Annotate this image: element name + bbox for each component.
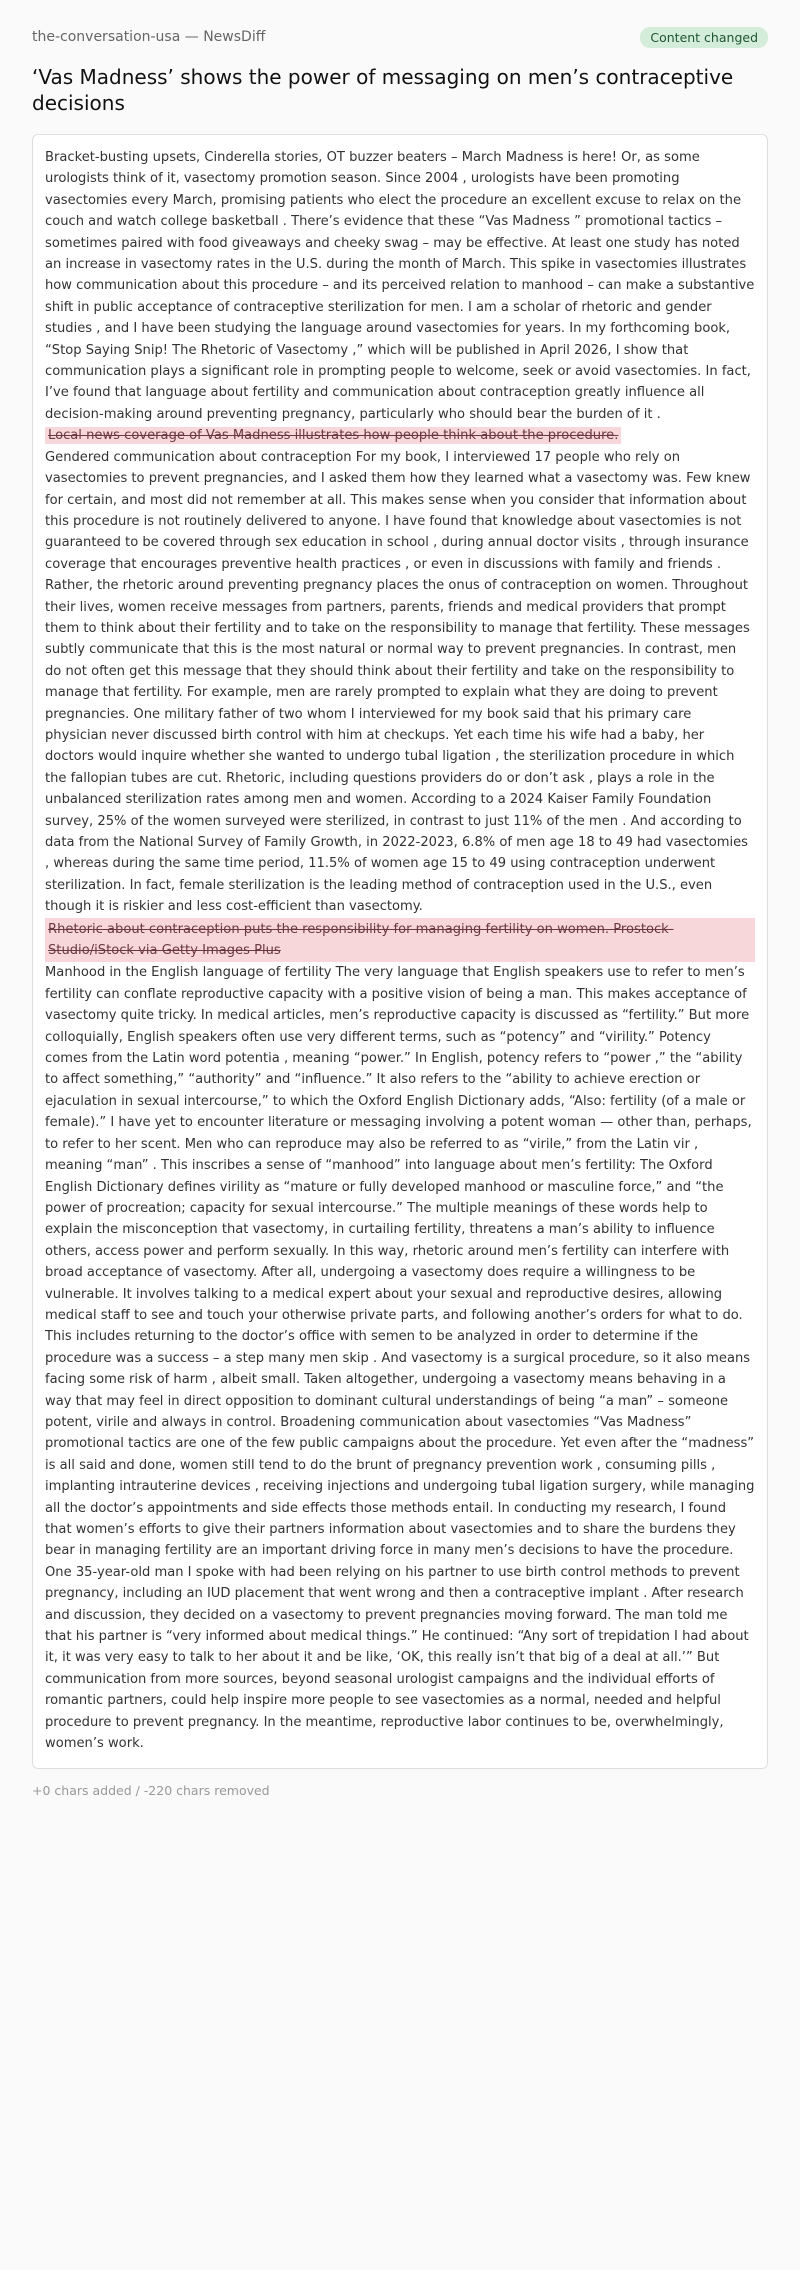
site-label: the-conversation-usa — NewsDiff (32, 29, 266, 45)
removed-text: Local news coverage of Vas Madness illustrates how people think about the procedure. (45, 427, 621, 444)
page-title: ‘Vas Madness’ shows the power of messaging on men’s contraceptive decisions (32, 65, 734, 115)
article-paragraph: Manhood in the English language of fertility The very language that English speakers use to refer to men’s fertility can conflate reproductive capacity with a positive vision of being a man. This makes acceptance of vasectomy quite tricky. In medical articles, men’s reproductive capacity is discussed as “fertility.” But more colloquially, English speakers often use very different terms, such as “potency” and “virility.” Potency comes from the Latin word potentia , meaning “power.” In English, potency refers to “power ,” the “ability to affect something,” “authority” and “influence.” It also refers to the “ability to achieve erection or ejaculation in sexual intercourse,” to which the Oxford English Dictionary adds, “Also: fertility (of a male or female).” I have yet to encounter literature or messaging involving a potent woman — other than, perhaps, to refer to her scent. Men who can reproduce may also be referred to as “virile,” from the Latin vir , meaning “man” . This inscribes a sense of “manhood” into language about men’s fertility: The Oxford English Dictionary defines virility as “mature or fully developed manhood or masculine force,” and “the power of procreation; capacity for sexual intercourse.” The multiple meanings of these words help to explain the misconception that vasectomy, in curtailing fertility, threatens a man’s ability to influence others, access power and perform sexually. In this way, rhetoric around men’s fertility can interfere with broad acceptance of vasectomy. After all, undergoing a vasectomy does require a willingness to be vulnerable. It involves talking to a medical expert about your sexual and reproductive desires, allowing medical staff to see and touch your otherwise private parts, and following another’s orders for what to do. This includes returning to the doctor’s office with semen to be analyzed in order to determine if the procedure was a success – a step many men skip . And vasectomy is a surgical procedure, so it also means facing some risk of harm , albeit small. Taken altogether, undergoing a vasectomy means behaving in a way that may feel in direct opposition to dominant cultural understandings of being “a man” – someone potent, virile and always in control. Broadening communication about vasectomies “Vas Madness” promotional tactics are one of the few public campaigns about the procedure. Yet even after the “madness” is all said and done, women still tend to do the brunt of pregnancy prevention work , consuming pills , implanting intrauterine devices , receiving injections and undergoing tubal ligation surgery, while managing all the doctor’s appointments and side effects those methods entail. In conducting my research, I found that women’s efforts to give their partners information about vasectomies and to share the burdens they bear in managing fertility are an important driving force in many men’s decisions to have the procedure. One 35-year-old man I spoke with had been relying on his partner to use birth control methods to prevent pregnancy, including an IUD placement that went wrong and then a contraceptive implant . After research and discussion, they decided on a vasectomy to prevent pregnancies moving forward. The man told me that his partner is “very informed about medical things.” He continued: “Any sort of trepidation I had about it, it was very easy to talk to her about it and be like, ‘OK, this really isn’t that big of a deal at all.’” But communication from more sources, beyond seasonal urologist campaigns and the individual efforts of romantic partners, could help inspire more people to see vasectomies as a normal, needed and helpful procedure to prevent pregnancy. In the meantime, reproductive labor continues to be, overwhelmingly, women’s work. (45, 965, 755, 1752)
page (32, 0, 768, 1798)
top-bar (32, 26, 768, 48)
article-paragraph: Gendered communication about contraception For my book, I interviewed 17 people who rely on vasectomies to prevent pregnancies, and I asked them how they learned what a vasectomy was. Few knew for certain, and most did not remember at all. This makes sense when you consider that information about this procedure is not routinely delivered to anyone. I have found that knowledge about vasectomies is not guaranteed to be covered through sex education in school , during annual doctor visits , through insurance coverage that encourages preventive health practices , or even in discussions with family and friends . Rather, the rhetoric around preventing pregnancy places the onus of contraception on women. Throughout their lives, women receive messages from partners, parents, friends and medical providers that prompt them to think about their fertility and to take on the responsibility to manage that fertility. These messages subtly communicate that this is the most natural or normal way to prevent pregnancies. In contrast, men do not often get this message that they should think about their fertility and take on the responsibility to manage that fertility. For example, men are rarely prompted to explain what they are doing to prevent pregnancies. One military father of two whom I interviewed for my book said that his primary care physician never discussed birth control with him at checkups. Yet each time his wife had a baby, her doctors would inquire whether she wanted to undergo tubal ligation , the sterilization procedure in which the fallopian tubes are cut. Rhetoric, including questions providers do or don’t ask , plays a role in the unbalanced sterilization rates among men and women. According to a 2024 Kaiser Family Foundation survey, 25% of the women surveyed were sterilized, in contrast to just 11% of the men . And according to data from the National Survey of Family Growth, in 2022-2023, 6.8% of men age 18 to 49 had vasectomies , whereas during the same time period, 11.5% of women age 15 to 49 using contraception underwent sterilization. In fact, female sterilization is the leading method of contraception used in the U.S., even though it is riskier and less cost-efficient than vasectomy. (45, 449, 751, 915)
article-paragraph: Bracket-busting upsets, Cinderella stories, OT buzzer beaters – March Madness is here! Or, as some urologists think of it, vasectomy promotion season. Since 2004 , urologists have been promoting vasectomies every March, promising patients who elect the procedure an excellent excuse to relax on the couch and watch college basketball . There’s evidence that these “Vas Madness ” promotional tactics – sometimes paired with food giveaways and cheeky swag – may be effective. At least one study has noted an increase in vasectomy rates in the U.S. during the month of March. This spike in vasectomies illustrates how communication about this procedure – and its perceived relation to manhood – can make a substantive shift in public acceptance of contraceptive sterilization for men. I am a scholar of rhetoric and gender studies , and I have been studying the language around vasectomies for years. In my forthcoming book, “Stop Saying Snip! The Rhetoric of Vasectomy ,” which will be published in April 2026, I show that communication plays a significant role in prompting people to welcome, seek or avoid vasectomies. In fact, I’ve found that language about fertility and communication about contraception greatly influence all decision-making around preventing pregnancy, particularly who should bear the burden of it . (45, 150, 755, 422)
status-badge: Content changed (640, 27, 768, 48)
diff-stats: +0 chars added / -220 chars removed (32, 1783, 270, 1799)
removed-text: Rhetoric about contraception puts the responsibility for managing fertility on women. Prostock-Studio/iStock via Getty Images Plus (45, 918, 755, 963)
diff-content (32, 134, 768, 1769)
